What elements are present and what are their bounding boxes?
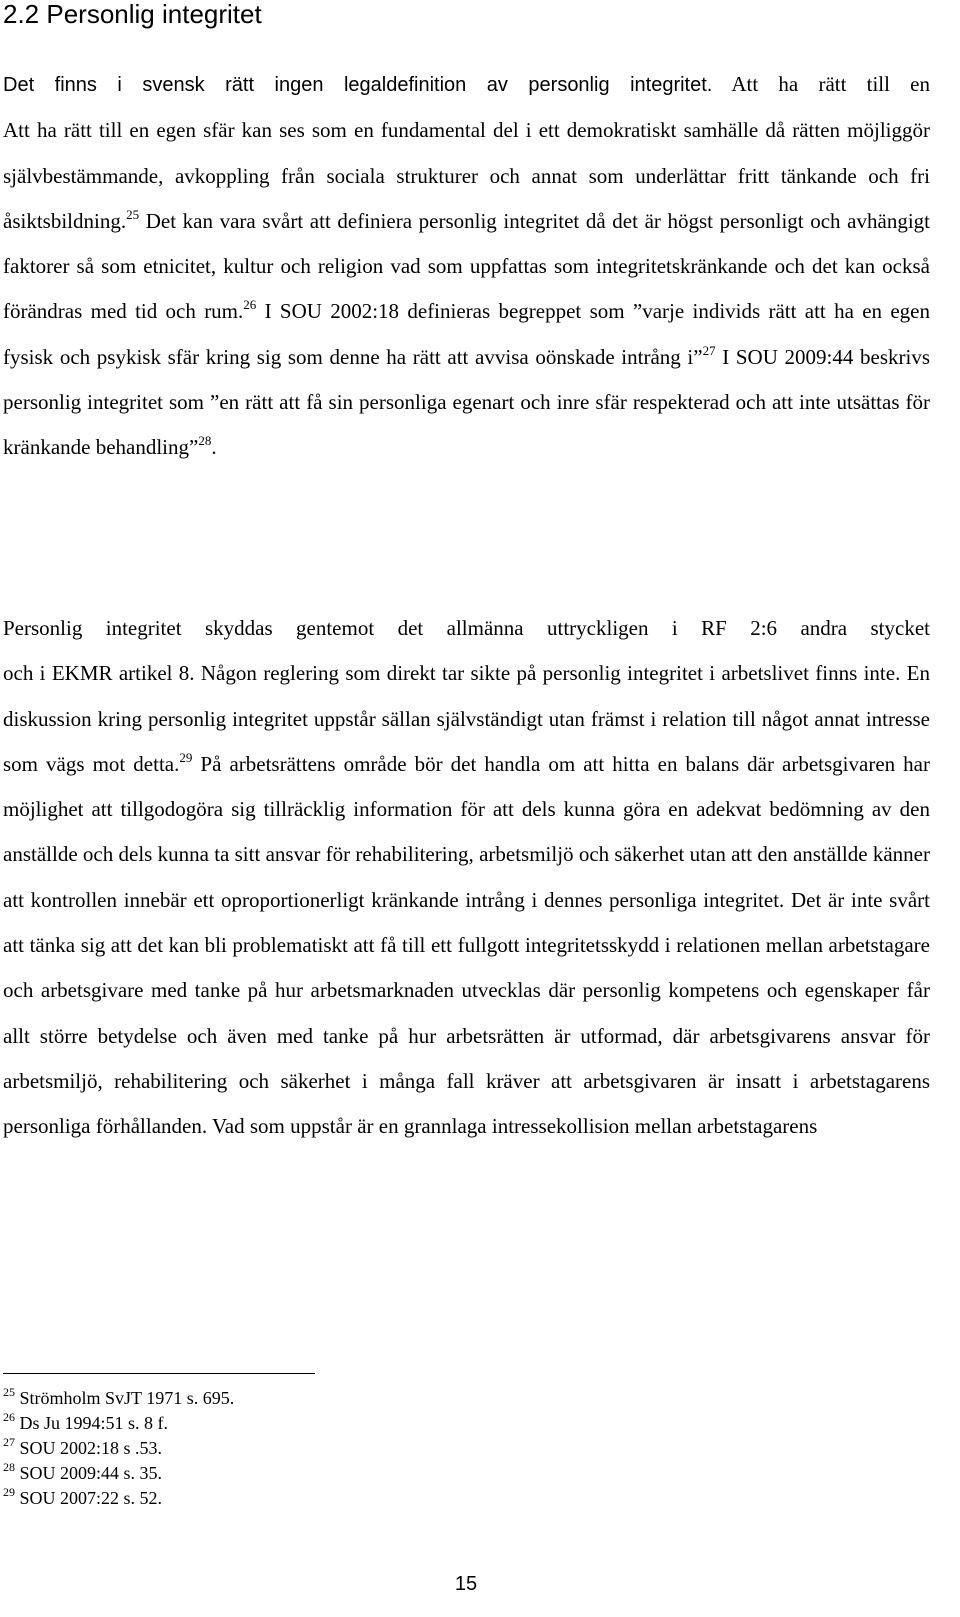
paragraph-1-text-1: Att ha rätt till en egen sfär kan ses som en fundamental del i ett demokratiskt samhälle då rätten möjliggör självbestämmande, avkoppling från sociala strukturer och annat som underlättar fritt tänkande och fri åsiktsbildning. — [3, 118, 930, 233]
paragraph-1-text-4: I SOU 2009:44 beskrivs personlig integritet som ”en rätt att få sin personliga egenart och inre sfär respekterad och att inte utsättas för kränkande behandling” — [3, 344, 930, 460]
paragraph-1-lead: Det finns i svensk rätt ingen legaldefinition av personlig integritet. — [3, 74, 713, 96]
footnote-item — [3, 1386, 503, 1411]
paragraph-1-text-5: . — [211, 435, 217, 460]
footnote-number: 25 — [3, 1385, 15, 1399]
footnote-separator — [3, 1373, 315, 1374]
paragraph-2-text-1: och i EKMR artikel 8. Någon reglering som direkt tar sikte på personlig integritet i arbetslivet finns inte. En diskussion kring personlig integritet uppstår sällan självständigt utan främst i relation till något annat intresse som vägs mot detta. — [3, 661, 930, 776]
paragraph-1-text-2: Det kan vara svårt att definiera personlig integritet då det är högst personligt och avhängigt faktorer så som etnicitet, kultur och religion vad som uppfattas som integritetskränkande och det kan också förändras med tid och rum. — [3, 208, 930, 324]
footnote-number: 29 — [3, 1485, 15, 1499]
footnote-item — [3, 1411, 503, 1436]
footnote-text: Ds Ju 1994:51 s. 8 f. — [15, 1413, 169, 1433]
page-number: 15 — [454, 1573, 478, 1595]
footnote-text: SOU 2002:18 s .53. — [15, 1438, 163, 1458]
section-heading: 2.2 Personlig integritet — [3, 0, 262, 29]
footnote-item — [3, 1436, 503, 1461]
footnote-ref-26[interactable]: 26 — [243, 297, 257, 313]
footnote-ref-27[interactable]: 27 — [702, 342, 716, 358]
footnote-text: SOU 2009:44 s. 35. — [15, 1463, 163, 1483]
body-paragraph-1 — [3, 62, 930, 471]
paragraph-2-line-1: Personlig integritet skyddas gentemot det allmänna uttryckligen i RF 2:6 andra stycket — [3, 616, 930, 640]
footnote-ref-29[interactable]: 29 — [179, 749, 193, 765]
footnote-item — [3, 1486, 503, 1511]
footnotes-list — [3, 1386, 503, 1511]
paragraph-1-lead-rest: Att ha rätt till en — [712, 72, 930, 96]
footnote-number: 27 — [3, 1435, 15, 1449]
footnote-number: 28 — [3, 1460, 15, 1474]
footnote-ref-25[interactable]: 25 — [126, 206, 140, 222]
footnote-item — [3, 1461, 503, 1486]
paragraph-2-text-2: På arbetsrättens område bör det handla om att hitta en balans där arbetsgivaren har möjlighet att tillgodogöra sig tillräcklig information för att dels kunna göra en adekvat bedömning av den anställde och dels kunna ta sitt ansvar för rehabilitering, arbetsmiljö och säkerhet utan att den anställde känner att kontrollen innebär ett oproportionerligt kränkande intrång i dennes personliga integritet. Det är inte svårt att tänka sig att det kan bli problematiskt att få till ett fullgott integritetsskydd i relationen mellan arbetstagare och arbetsgivare med tanke på hur arbetsmarknaden utvecklas där personlig kompetens och egenskaper får allt större betydelse och även med tanke på hur arbetsrätten är utformad, där arbetsgivarens ansvar för arbetsmiljö, rehabilitering och säkerhet i många fall kräver att arbetsgivaren är insatt i arbetstagarens personliga förhållanden. Vad som uppstår är en grannlaga intressekollision mellan arbetstagarens — [3, 751, 930, 1139]
body-paragraph-2 — [3, 606, 930, 1150]
footnote-text: Strömholm SvJT 1971 s. 695. — [15, 1388, 235, 1408]
footnote-ref-28[interactable]: 28 — [198, 433, 212, 449]
paragraph-1-text-3: I SOU 2002:18 definieras begreppet som ”varje individs rätt att ha en egen fysisk och psykisk sfär kring sig som denne ha rätt att avvisa oönskade intrång i” — [3, 299, 930, 369]
paragraph-1-line-1 — [3, 62, 930, 108]
footnote-text: SOU 2007:22 s. 52. — [15, 1488, 163, 1508]
footnote-number: 26 — [3, 1410, 15, 1424]
